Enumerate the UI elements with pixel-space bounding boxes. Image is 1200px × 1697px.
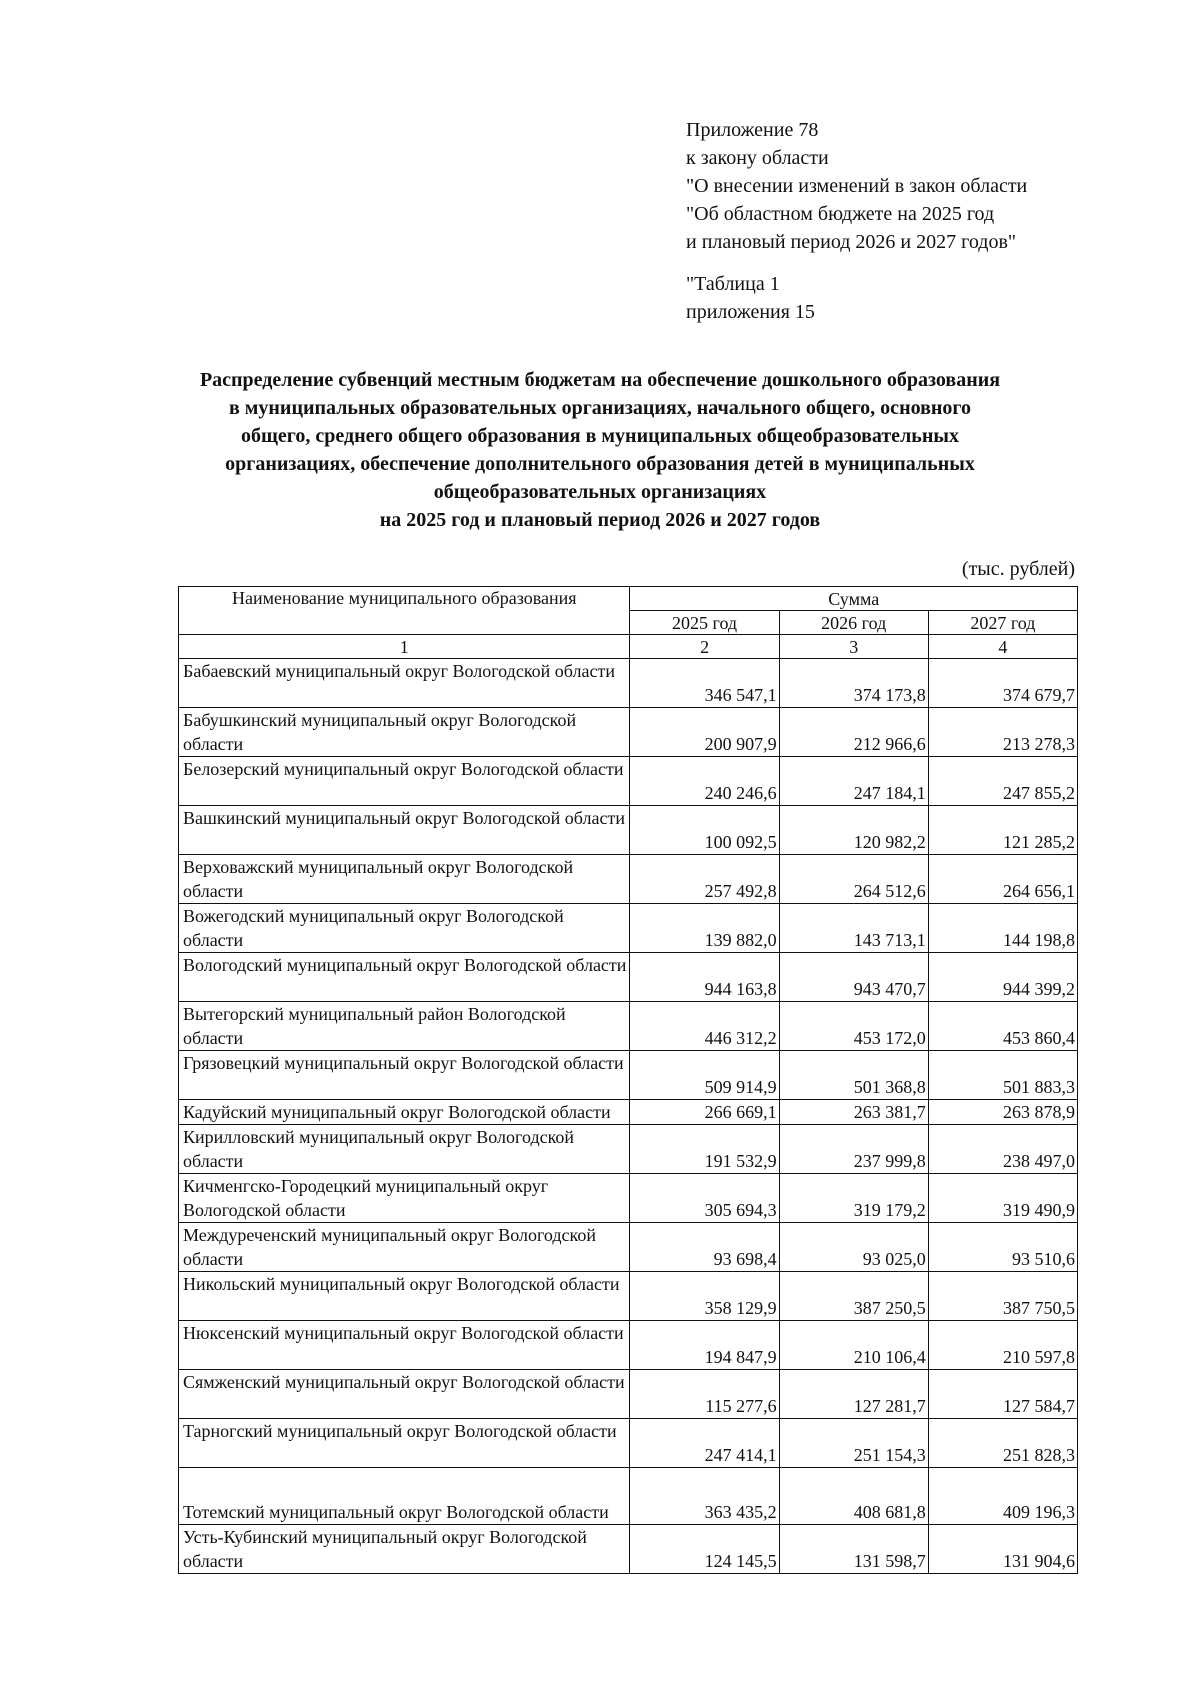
table-row xyxy=(179,757,1078,806)
header-line: Приложение 78 xyxy=(686,119,819,141)
amount-cell: 143 713,1 xyxy=(779,904,928,953)
header-line: "О внесении изменений в закон области xyxy=(686,175,1028,197)
municipality-name: Нюксенский муниципальный округ Вологодской области xyxy=(179,1321,630,1370)
amount-cell: 200 907,9 xyxy=(630,708,779,757)
table-row xyxy=(179,1419,1078,1468)
amount-cell: 453 860,4 xyxy=(928,1002,1077,1051)
table-row xyxy=(179,904,1078,953)
amount-cell: 212 966,6 xyxy=(779,708,928,757)
amount-cell: 100 092,5 xyxy=(630,806,779,855)
table-colnum-row xyxy=(179,635,1078,659)
title-line: организациях, обеспечение дополнительного образования детей в муниципальных xyxy=(225,453,975,475)
amount-cell: 93 698,4 xyxy=(630,1223,779,1272)
amount-cell: 144 198,8 xyxy=(928,904,1077,953)
subsidy-table xyxy=(178,586,1078,1574)
appendix-header xyxy=(686,116,1027,326)
units-label: (тыс. рублей) xyxy=(961,558,1075,580)
municipality-name: Вытегорский муниципальный район Вологодской области xyxy=(179,1002,630,1051)
table-row xyxy=(179,855,1078,904)
municipality-name: Никольский муниципальный округ Вологодской области xyxy=(179,1272,630,1321)
document-title xyxy=(150,366,1050,534)
amount-cell: 501 883,3 xyxy=(928,1051,1077,1100)
amount-cell: 264 512,6 xyxy=(779,855,928,904)
amount-cell: 213 278,3 xyxy=(928,708,1077,757)
year-header: 2025 год xyxy=(630,611,779,635)
amount-cell: 319 179,2 xyxy=(779,1174,928,1223)
amount-cell: 346 547,1 xyxy=(630,659,779,708)
table-row xyxy=(179,708,1078,757)
municipality-name: Верховажский муниципальный округ Вологодской области xyxy=(179,855,630,904)
municipality-name: Вожегодский муниципальный округ Вологодской области xyxy=(179,904,630,953)
amount-cell: 251 154,3 xyxy=(779,1419,928,1468)
col-number: 4 xyxy=(928,635,1077,659)
amount-cell: 127 281,7 xyxy=(779,1370,928,1419)
table-row xyxy=(179,1002,1078,1051)
table-row xyxy=(179,1272,1078,1321)
municipality-name: Тарногский муниципальный округ Вологодской области xyxy=(179,1419,630,1468)
amount-cell: 257 492,8 xyxy=(630,855,779,904)
amount-cell: 120 982,2 xyxy=(779,806,928,855)
municipality-name: Белозерский муниципальный округ Вологодской области xyxy=(179,757,630,806)
amount-cell: 263 381,7 xyxy=(779,1100,928,1125)
amount-cell: 358 129,9 xyxy=(630,1272,779,1321)
municipality-name: Вашкинский муниципальный округ Вологодской области xyxy=(179,806,630,855)
amount-cell: 139 882,0 xyxy=(630,904,779,953)
table-row xyxy=(179,1100,1078,1125)
table-row xyxy=(179,1174,1078,1223)
municipality-name: Тотемский муниципальный округ Вологодской области xyxy=(179,1468,630,1525)
municipality-name: Кирилловский муниципальный округ Вологодской области xyxy=(179,1125,630,1174)
amount-cell: 237 999,8 xyxy=(779,1125,928,1174)
municipality-name: Сямженский муниципальный округ Вологодской области xyxy=(179,1370,630,1419)
municipality-name: Междуреченский муниципальный округ Вологодской области xyxy=(179,1223,630,1272)
header-line: "Об областном бюджете на 2025 год xyxy=(686,203,995,225)
table-ref-line: "Таблица 1 xyxy=(686,273,780,295)
amount-cell: 194 847,9 xyxy=(630,1321,779,1370)
amount-cell: 93 025,0 xyxy=(779,1223,928,1272)
amount-cell: 127 584,7 xyxy=(928,1370,1077,1419)
table-row xyxy=(179,1321,1078,1370)
amount-cell: 453 172,0 xyxy=(779,1002,928,1051)
table-header-row xyxy=(179,587,1078,611)
amount-cell: 409 196,3 xyxy=(928,1468,1077,1525)
amount-cell: 305 694,3 xyxy=(630,1174,779,1223)
amount-cell: 363 435,2 xyxy=(630,1468,779,1525)
col-number: 3 xyxy=(779,635,928,659)
amount-cell: 387 750,5 xyxy=(928,1272,1077,1321)
amount-cell: 944 163,8 xyxy=(630,953,779,1002)
municipality-name: Бабаевский муниципальный округ Вологодской области xyxy=(179,659,630,708)
header-line: и плановый период 2026 и 2027 годов" xyxy=(686,231,1017,253)
municipality-name: Кичменгско-Городецкий муниципальный округ Вологодской области xyxy=(179,1174,630,1223)
amount-cell: 247 855,2 xyxy=(928,757,1077,806)
amount-cell: 251 828,3 xyxy=(928,1419,1077,1468)
table-ref-line: приложения 15 xyxy=(686,301,815,323)
amount-cell: 131 598,7 xyxy=(779,1525,928,1574)
title-line: общего, среднего общего образования в муниципальных общеобразовательных xyxy=(241,425,959,447)
table-row xyxy=(179,953,1078,1002)
title-line: общеобразовательных организациях xyxy=(433,481,767,503)
table-row xyxy=(179,1051,1078,1100)
amount-cell: 121 285,2 xyxy=(928,806,1077,855)
title-line: на 2025 год и плановый период 2026 и 2027 годов xyxy=(379,509,821,531)
table-row xyxy=(179,1525,1078,1574)
amount-cell: 408 681,8 xyxy=(779,1468,928,1525)
col-number: 2 xyxy=(630,635,779,659)
amount-cell: 247 414,1 xyxy=(630,1419,779,1468)
year-header: 2027 год xyxy=(928,611,1077,635)
amount-cell: 943 470,7 xyxy=(779,953,928,1002)
amount-cell: 387 250,5 xyxy=(779,1272,928,1321)
municipality-name: Грязовецкий муниципальный округ Вологодской области xyxy=(179,1051,630,1100)
municipality-name: Усть-Кубинский муниципальный округ Вологодской области xyxy=(179,1525,630,1574)
amount-cell: 238 497,0 xyxy=(928,1125,1077,1174)
amount-cell: 501 368,8 xyxy=(779,1051,928,1100)
amount-cell: 374 679,7 xyxy=(928,659,1077,708)
amount-cell: 124 145,5 xyxy=(630,1525,779,1574)
amount-cell: 266 669,1 xyxy=(630,1100,779,1125)
table-row xyxy=(179,659,1078,708)
amount-cell: 944 399,2 xyxy=(928,953,1077,1002)
amount-cell: 240 246,6 xyxy=(630,757,779,806)
year-header: 2026 год xyxy=(779,611,928,635)
col-sum-header: Сумма xyxy=(630,587,1078,611)
table-row xyxy=(179,1223,1078,1272)
amount-cell: 319 490,9 xyxy=(928,1174,1077,1223)
title-line: в муниципальных образовательных организациях, начального общего, основного xyxy=(228,397,971,419)
header-line: к закону области xyxy=(686,147,829,169)
amount-cell: 93 510,6 xyxy=(928,1223,1077,1272)
amount-cell: 264 656,1 xyxy=(928,855,1077,904)
table-row xyxy=(179,1468,1078,1525)
amount-cell: 191 532,9 xyxy=(630,1125,779,1174)
col-number: 1 xyxy=(179,635,630,659)
amount-cell: 210 597,8 xyxy=(928,1321,1077,1370)
municipality-name: Кадуйский муниципальный округ Вологодской области xyxy=(179,1100,630,1125)
municipality-name: Вологодский муниципальный округ Вологодской области xyxy=(179,953,630,1002)
amount-cell: 374 173,8 xyxy=(779,659,928,708)
amount-cell: 509 914,9 xyxy=(630,1051,779,1100)
amount-cell: 446 312,2 xyxy=(630,1002,779,1051)
amount-cell: 263 878,9 xyxy=(928,1100,1077,1125)
amount-cell: 131 904,6 xyxy=(928,1525,1077,1574)
municipality-name: Бабушкинский муниципальный округ Вологодской области xyxy=(179,708,630,757)
title-line: Распределение субвенций местным бюджетам на обеспечение дошкольного образования xyxy=(199,369,1001,391)
table-row xyxy=(179,1370,1078,1419)
amount-cell: 247 184,1 xyxy=(779,757,928,806)
table-row xyxy=(179,806,1078,855)
col-name-header: Наименование муниципального образования xyxy=(179,587,630,635)
table-row xyxy=(179,1125,1078,1174)
amount-cell: 210 106,4 xyxy=(779,1321,928,1370)
amount-cell: 115 277,6 xyxy=(630,1370,779,1419)
